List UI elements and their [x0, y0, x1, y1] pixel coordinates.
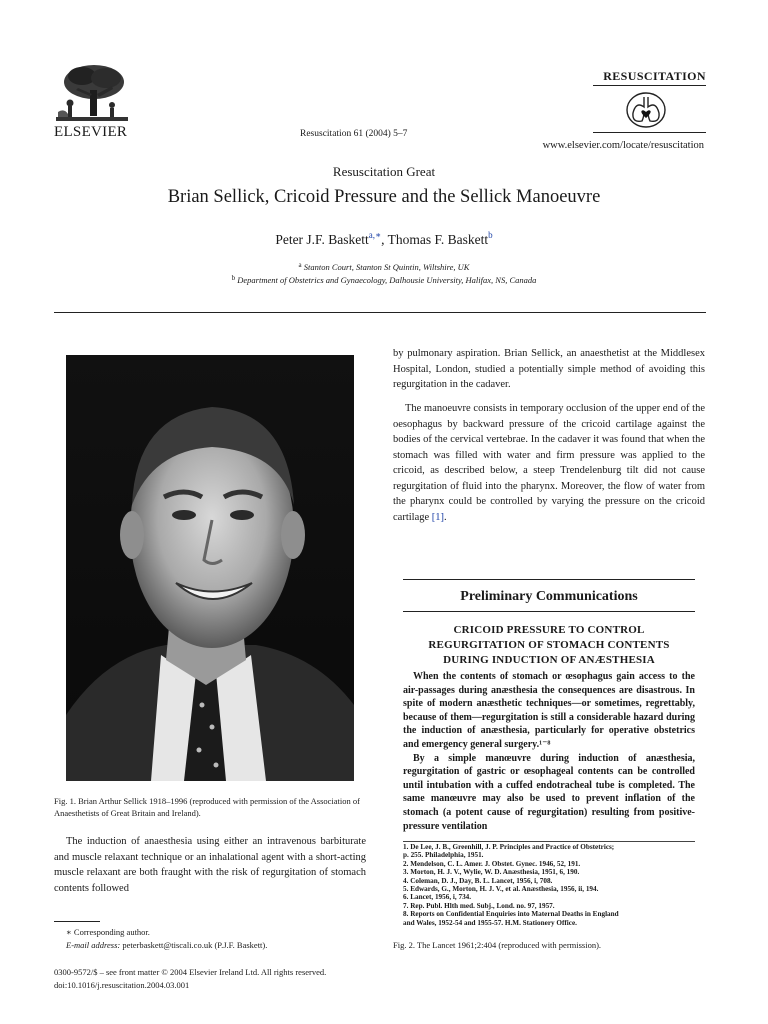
figure-2-caption: Fig. 2. The Lancet 1961;2:404 (reproduced with permission). [393, 940, 602, 950]
author-list [0, 230, 768, 248]
reference-link[interactable]: [1] [431, 511, 445, 523]
section-label: Resuscitation Great [332, 164, 436, 179]
footnote-rule [54, 921, 100, 922]
corresponding-author-note: ∗ Corresponding author. [66, 927, 150, 937]
reference-item: 2. Mendelson, C. L. Amer. J. Obstet. Gynec. 1946, 52, 191. [403, 859, 581, 868]
journal-rule-top [593, 85, 706, 86]
author-separator: , [381, 232, 388, 247]
author-name: Thomas F. Baskett [387, 232, 489, 247]
reference-item: 3. Morton, H. J. V., Wylie, W. D. Anæsthesia, 1951, 6, 190. [403, 868, 580, 877]
copyright-line: 0300-9572/$ – see front matter © 2004 Elsevier Ireland Ltd. All rights reserved. [54, 967, 327, 977]
doi-link[interactable]: doi:10.1016/j.resuscitation.2004.03.001 [54, 980, 190, 990]
author-affiliation-link[interactable]: a,∗ [368, 230, 382, 240]
figure-2-body [403, 670, 695, 833]
reference-item: 1. De Lee, J. B., Greenhill, J. P. Principles and Practice of Obstetrics; [403, 843, 615, 851]
affiliation-text: Stanton Court, Stanton St Quintin, Wiltshire, UK [303, 262, 470, 272]
affiliation-a [0, 261, 768, 272]
figure-2-reference-list [403, 843, 703, 933]
figure-2-paragraph: By a simple manœuvre during induction of anæsthesia, regurgitation of gastric or œsophageal contents can be controlled until intubation with a cuffed endotracheal tube is completed. The same manœuvre may also be used to prevent inflation of the stomach (a potent cause of regurgitation) resulting from positive-pressure ventilation [403, 752, 695, 832]
paragraph-text: The manoeuvre consists in temporary occlusion of the upper end of the oesophagus by backward pressure of the cricoid cartilage against the bodies of the cervical vertebrae. In the cadaver it was found that when the stomach was filled with water and firm pressure was applied to the cricoid, as described below, a steep Trendelenburg tilt did not cause regurgitation of fluid into the pharynx. Moreover, the flow of water from the pharynx could be controlled by varying the pressure on the cricoid cartilage [393, 403, 705, 523]
portrait-photo [66, 355, 354, 781]
reference-item: 5. Edwards, G., Morton, H. J. V., et al. Anæsthesia, 1956, ii, 194. [403, 885, 599, 894]
article-title: Brian Sellick, Cricoid Pressure and the Sellick Manoeuvre [167, 187, 601, 207]
body-paragraph: The induction of anaesthesia using either an intravenous barbiturate and muscle relaxant technique or an inhalational agent with a short-acting muscle relaxant are both fraught with the risk of regurgitation of stomach contents followed [54, 836, 366, 894]
affiliation-text: Department of Obstetrics and Gynaecology, Dalhousie University, Halifax, NS, Canada [237, 275, 537, 285]
figure-2-rule [403, 841, 695, 842]
reference-item: and Wales, 1952-54 and 1955-57. H.M. Stationery Office. [403, 918, 577, 927]
reference-item: 6. Lancet, 1956, i, 734. [403, 893, 472, 902]
lungs-icon [624, 91, 668, 129]
author-name: Peter J.F. Baskett [275, 232, 369, 247]
elsevier-tree-logo [54, 62, 130, 126]
body-paragraph: by pulmonary aspiration. Brian Sellick, an anaesthetist at the Middlesex Hospital, London, studied a potentially simple method of avoiding this regurgitation in the cadaver. [393, 348, 705, 390]
journal-rule-bottom [593, 132, 706, 133]
author-affiliation-link[interactable]: b [488, 230, 493, 240]
figure-2-rule [403, 611, 695, 612]
journal-name: RESUSCITATION [603, 69, 706, 83]
body-paragraph [393, 401, 705, 525]
reference-item: 7. Rep. Publ. Hlth med. Subj., Lond. no. 97, 1957. [403, 901, 555, 910]
figure-1-caption: Fig. 1. Brian Arthur Sellick 1918–1996 (reproduced with permission of the Association of Anaesthetists of Great Britain and Ireland). [54, 796, 360, 818]
affiliation-b [0, 274, 768, 285]
reference-item: 4. Coleman, D. J., Day, B. L. Lancet, 1956, i, 708. [403, 876, 553, 885]
journal-url-link[interactable]: www.elsevier.com/locate/resuscitation [542, 140, 704, 151]
journal-citation: Resuscitation 61 (2004) 5–7 [300, 129, 408, 139]
email-label: E-mail address: [66, 940, 121, 950]
reference-item: p. 255. Philadelphia, 1951. [403, 851, 484, 860]
affiliation-marker: a [298, 261, 302, 269]
figure-2-paragraph: When the contents of stomach or œsophagus gain access to the air-passages during anæsthesia the consequences are disastrous. In spite of modern anæsthetic techniques—or sometimes, regrettably, because of them—regurgitation is still a considerable hazard during the induction of anæsthesia, particularly for operative obstetrics and emergency general surgery.¹⁻⁸ [403, 671, 695, 750]
figure-2-title-line: CRICOID PRESSURE TO CONTROL [453, 624, 645, 636]
publisher-name: ELSEVIER [54, 124, 128, 140]
email-footnote [66, 940, 267, 950]
figure-2-rule [403, 579, 695, 580]
figure-2-heading: Preliminary Communications [460, 589, 638, 604]
affiliation-marker: b [231, 274, 236, 282]
figure-2-title-line: DURING INDUCTION OF ANÆSTHESIA [443, 654, 655, 666]
figure-2-title-line: REGURGITATION OF STOMACH CONTENTS [428, 639, 670, 651]
email-link[interactable]: peterbaskett@tiscali.co.uk (P.J.F. Baskett). [122, 940, 268, 950]
header-divider [54, 312, 706, 313]
paragraph-end: . [444, 511, 447, 523]
reference-item: 8. Reports on Confidential Enquiries into Maternal Deaths in England [403, 910, 619, 919]
